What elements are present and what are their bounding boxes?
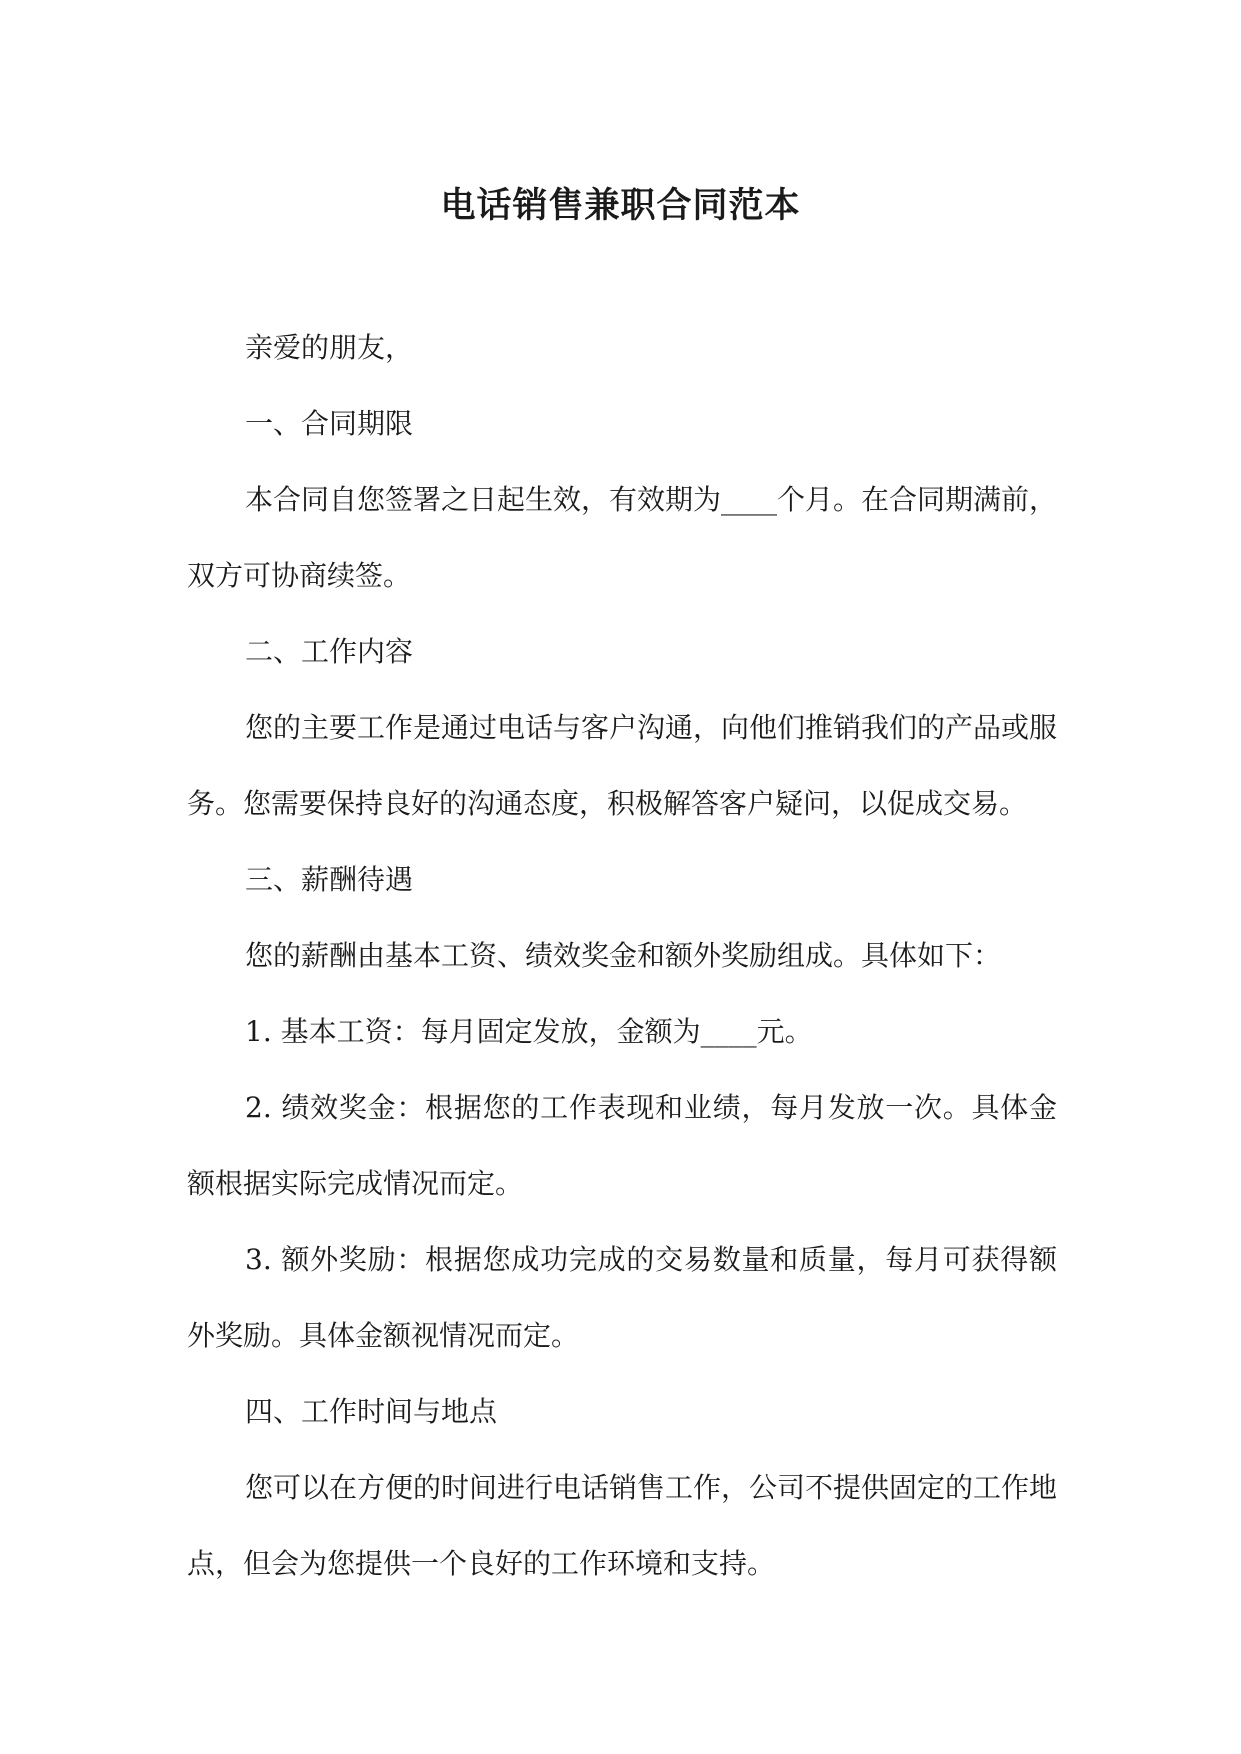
paragraph-compensation: 您的薪酬由基本工资、绩效奖金和额外奖励组成。具体如下： [245, 939, 1002, 972]
document-body [187, 310, 1057, 1602]
paragraph-term: 本合同自您签署之日起生效，有效期为____个月。在合同期满前，双方可协商续签。 [187, 483, 1058, 592]
paragraph-greeting: 亲爱的朋友， [245, 331, 414, 364]
section-heading-work-content: 二、工作内容 [245, 635, 414, 668]
list-item-performance-bonus: 2. 绩效奖金：根据您的工作表现和业绩，每月发放一次。具体金额根据实际完成情况而定。 [187, 1091, 1057, 1200]
paragraph-time-location: 您可以在方便的时间进行电话销售工作，公司不提供固定的工作地点，但会为您提供一个良好的工作环境和支持。 [187, 1471, 1058, 1580]
list-item-base-salary: 1. 基本工资：每月固定发放，金额为____元。 [245, 1015, 813, 1048]
section-heading-time-location: 四、工作时间与地点 [245, 1395, 498, 1428]
document-title: 电话销售兼职合同范本 [440, 185, 801, 226]
section-heading-term: 一、合同期限 [245, 407, 414, 440]
list-item-extra-reward: 3. 额外奖励：根据您成功完成的交易数量和质量，每月可获得额外奖励。具体金额视情况而定。 [187, 1243, 1057, 1352]
paragraph-work-content: 您的主要工作是通过电话与客户沟通，向他们推销我们的产品或服务。您需要保持良好的沟通态度，积极解答客户疑问，以促成交易。 [187, 711, 1058, 820]
section-heading-compensation: 三、薪酬待遇 [245, 863, 414, 896]
